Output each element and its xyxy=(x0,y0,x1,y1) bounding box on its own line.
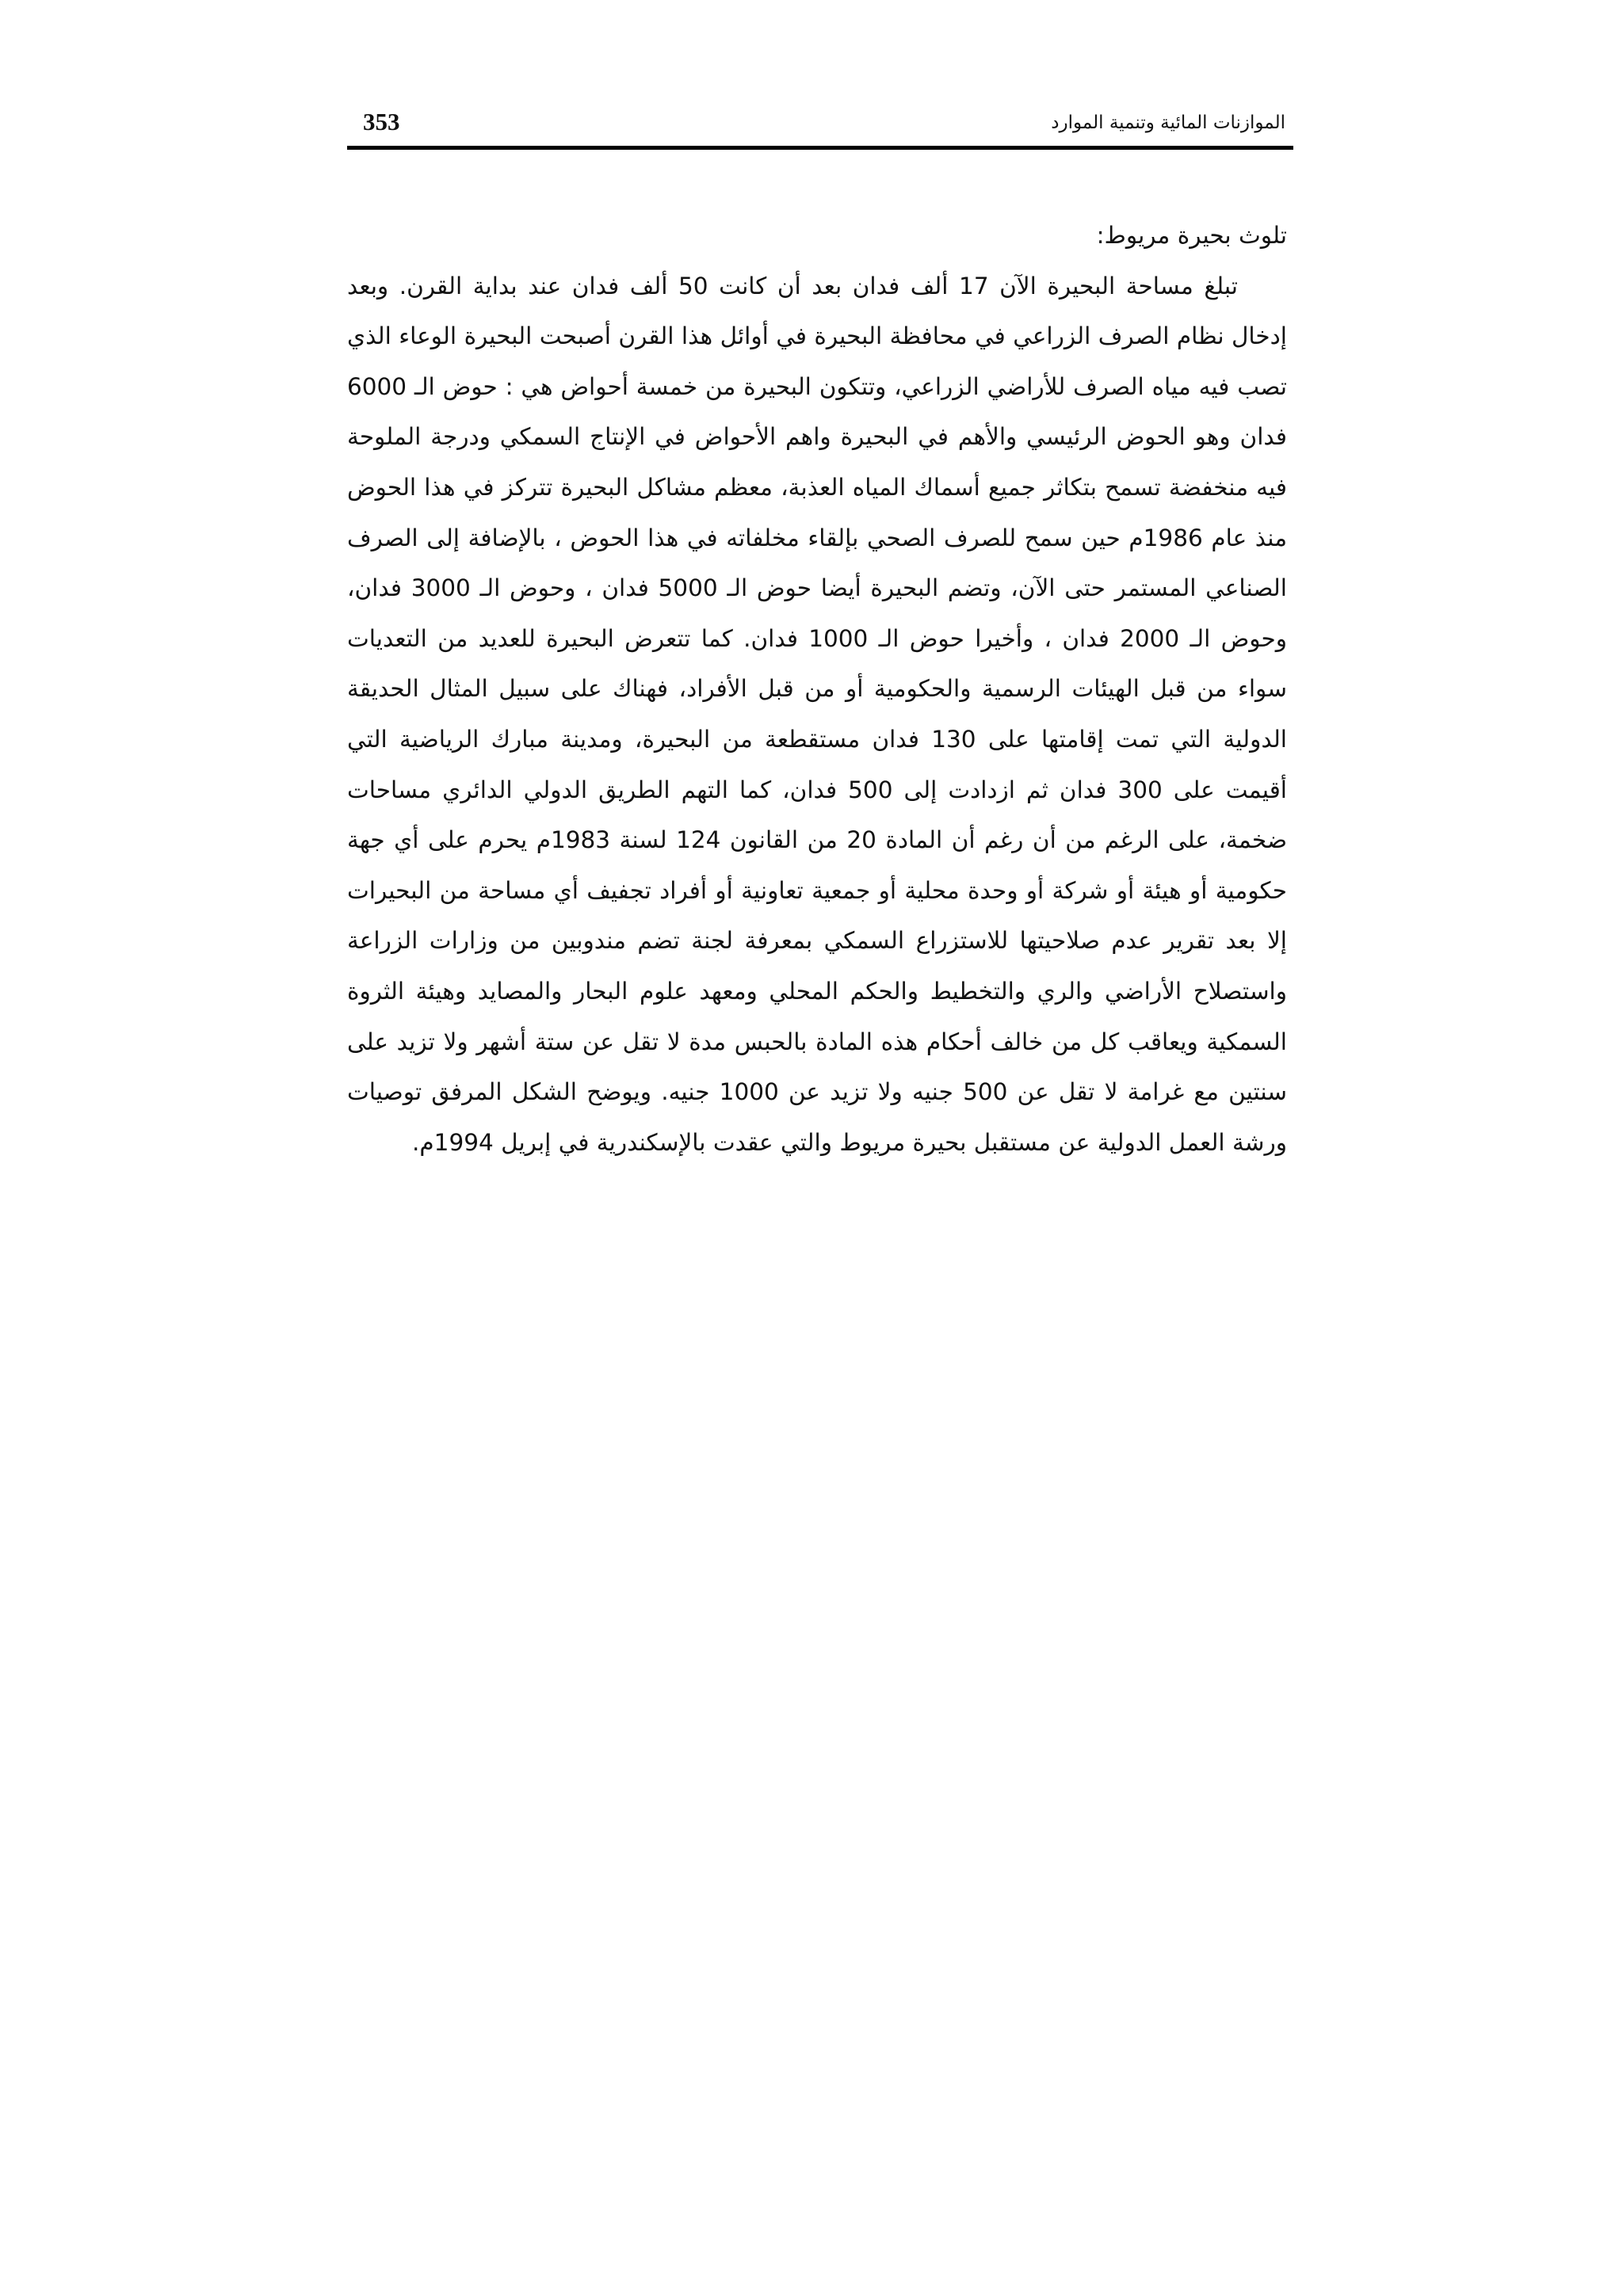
header-divider xyxy=(347,146,1293,150)
page-header xyxy=(347,101,1293,149)
body-paragraph: تبلغ مساحة البحيرة الآن 17 ألف فدان بعد أن كانت 50 ألف فدان عند بداية القرن. وبعد إدخال نظام الصرف الزراعي في محافظة البحيرة في أوائل هذا القرن أصبحت البحيرة الوعاء الذي تصب فيه مياه الصرف للأراضي الزراعي، وتتكون البحيرة من خمسة أحواض هي : حوض الـ 6000 فدان وهو الحوض الرئيسي والأهم في البحيرة واهم الأحواض في الإنتاج السمكي ودرجة الملوحة فيه منخفضة تسمح بتكاثر جميع أسماك المياه العذبة، معظم مشاكل البحيرة تتركز في هذا الحوض منذ عام 1986م حين سمح للصرف الصحي بإلقاء مخلفاته في هذا الحوض ، بالإضافة إلى الصرف الصناعي المستمر حتى الآن، وتضم البحيرة أيضا حوض الـ 5000 فدان ، وحوض الـ 3000 فدان، وحوض الـ 2000 فدان ، وأخيرا حوض الـ 1000 فدان. كما تتعرض البحيرة للعديد من التعديات سواء من قبل الهيئات الرسمية والحكومية أو من قبل الأفراد، فهناك على سبيل المثال الحديقة الدولية التي تمت إقامتها على 130 فدان مستقطعة من البحيرة، ومدينة مبارك الرياضية التي أقيمت على 300 فدان ثم ازدادت إلى 500 فدان، كما التهم الطريق الدولي الدائري مساحات ضخمة، على الرغم من أن رغم أن المادة 20 من القانون 124 لسنة 1983م يحرم على أي جهة حكومية أو هيئة أو شركة أو وحدة محلية أو جمعية تعاونية أو أفراد تجفيف أي مساحة من البحيرات إلا بعد تقرير عدم صلاحيتها للاستزراع السمكي بمعرفة لجنة تضم مندوبين من وزارات الزراعة واستصلاح الأراضي والري والتخطيط والحكم المحلي ومعهد علوم البحار والمصايد وهيئة الثروة السمكية ويعاقب كل من خالف أحكام هذه المادة بالحبس مدة لا تقل عن ستة أشهر ولا تزيد على سنتين مع غرامة لا تقل عن 500 جنيه ولا تزيد عن 1000 جنيه. ويوضح الشكل المرفق توصيات ورشة العمل الدولية عن مستقبل بحيرة مريوط والتي عقدت بالإسكندرية في إبريل 1994م. xyxy=(347,272,1287,1156)
running-title: الموازنات المائية وتنمية الموارد xyxy=(1051,113,1285,133)
page-number: 353 xyxy=(363,108,400,135)
section-heading: تلوث بحيرة مريوط: xyxy=(1096,222,1287,249)
body-text xyxy=(347,211,1287,1168)
